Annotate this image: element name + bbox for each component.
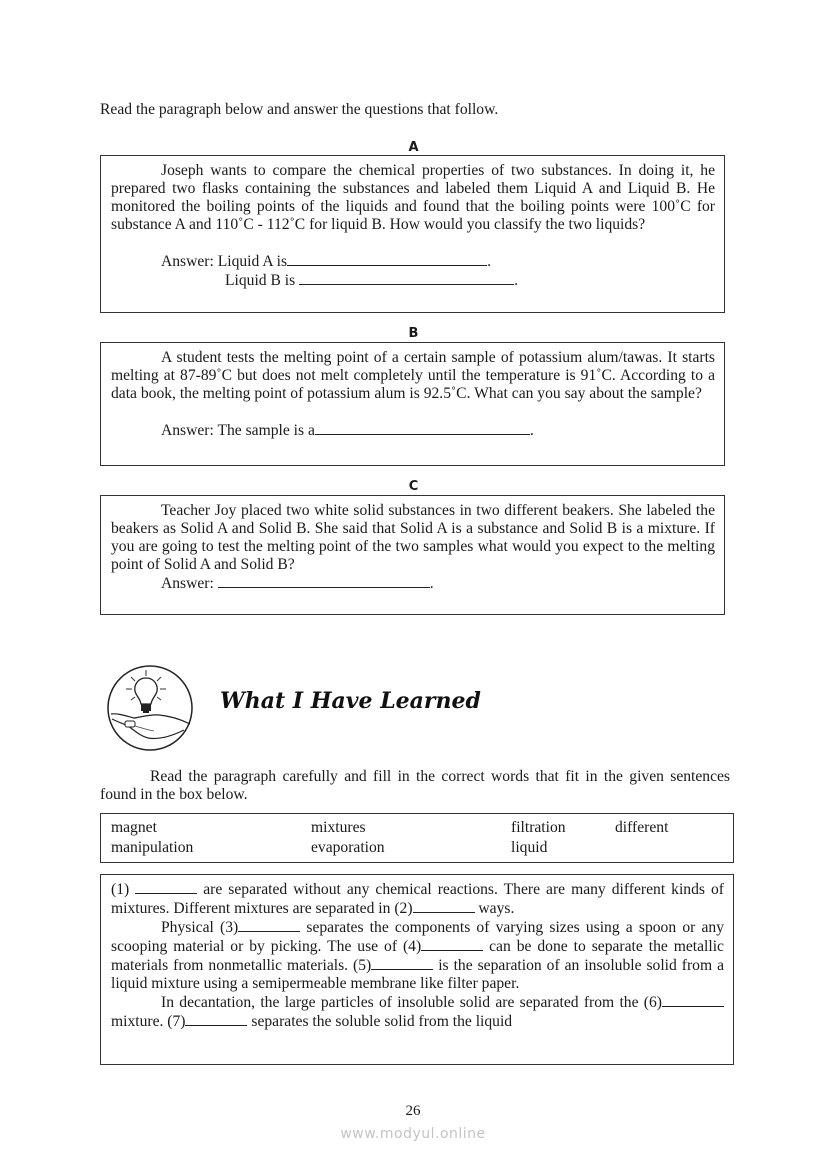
section-label-c: C [408,479,419,494]
question-box-c [100,495,725,615]
word-bank-item: different [615,819,669,836]
question-box-b [100,342,725,466]
blank-1[interactable] [135,880,197,894]
word-bank-item: filtration [511,819,566,836]
word-bank-item: magnet [111,819,157,836]
blank-3[interactable] [238,918,300,932]
lightbulb-in-hand-icon [104,664,196,752]
question-box-a [100,155,725,313]
blank-6[interactable] [662,993,724,1007]
question-c-text: Teacher Joy placed two white solid substances in two different beakers. She labeled the beakers as Solid A and Solid B. She said that Solid A is a substance and Solid B is a mixture. If you are going to test the melting point of the two samples what would you expect to the melting point of Solid A and Solid B? [111,502,715,573]
section-label-a: A [408,140,419,155]
fill-paragraph-1: (1) are separated without any chemical reactions. There are many different kinds of mixtures. Different mixtures are separated in (2) ways. [111,881,724,917]
answer-blank[interactable] [287,252,487,266]
blank-5[interactable] [371,956,433,970]
word-bank-item: evaporation [311,839,385,856]
word-bank-item: manipulation [111,839,194,856]
answer-blank[interactable] [315,421,530,435]
blank-7[interactable] [185,1012,247,1026]
section-label-b: B [408,326,419,341]
fill-paragraph-3: In decantation, the large particles of insoluble solid are separated from the (6) mixture. (7) separates the soluble solid from the liquid [111,993,724,1031]
answer-line-solids: Answer: . [161,575,434,592]
answer-line-liquid-a: Answer: Liquid A is . [161,253,491,270]
blank-2[interactable] [413,899,475,913]
answer-line-sample: Answer: The sample is a . [161,422,534,439]
intro-instruction: Read the paragraph below and answer the questions that follow. [100,101,499,118]
answer-line-liquid-b: Liquid B is . [225,272,518,289]
word-bank-item: mixtures [311,819,366,836]
fill-paragraph-2: Physical (3) separates the components of varying sizes using a spoon or any scooping material or by picking. The use of (4) can be done to separate the metallic materials from nonmetallic materials. (5) is the separation of an insoluble solid from a liquid mixture using a semipermeable membrane like filter paper. [111,919,724,992]
section-heading: What I Have Learned [220,688,481,714]
fill-in-instructions: Read the paragraph carefully and fill in the correct words that fit in the given sentences found in the box below. [100,768,730,803]
answer-blank[interactable] [218,574,430,588]
word-bank-item: liquid [511,839,548,856]
question-b-text: A student tests the melting point of a certain sample of potassium alum/tawas. It starts melting at 87-89˚C but does not melt completely until the temperature is 91˚C. According to a data book, the melting point of potassium alum is 92.5˚C. What can you say about the sample? [111,349,715,402]
blank-4[interactable] [421,937,483,951]
answer-blank[interactable] [299,271,514,285]
word-bank-box [100,813,734,863]
question-a-text: Joseph wants to compare the chemical properties of two substances. In doing it, he prepared two flasks containing the substances and labeled them Liquid A and Liquid B. He monitored the boiling points of the liquids and found that the boiling points were 100˚C for substance A and 110˚C - 112˚C for liquid B. How would you classify the two liquids? [111,162,715,233]
fill-paragraph-box [100,874,734,1065]
page-number: 26 [405,1103,421,1119]
watermark: www.modyul.online [340,1126,486,1142]
